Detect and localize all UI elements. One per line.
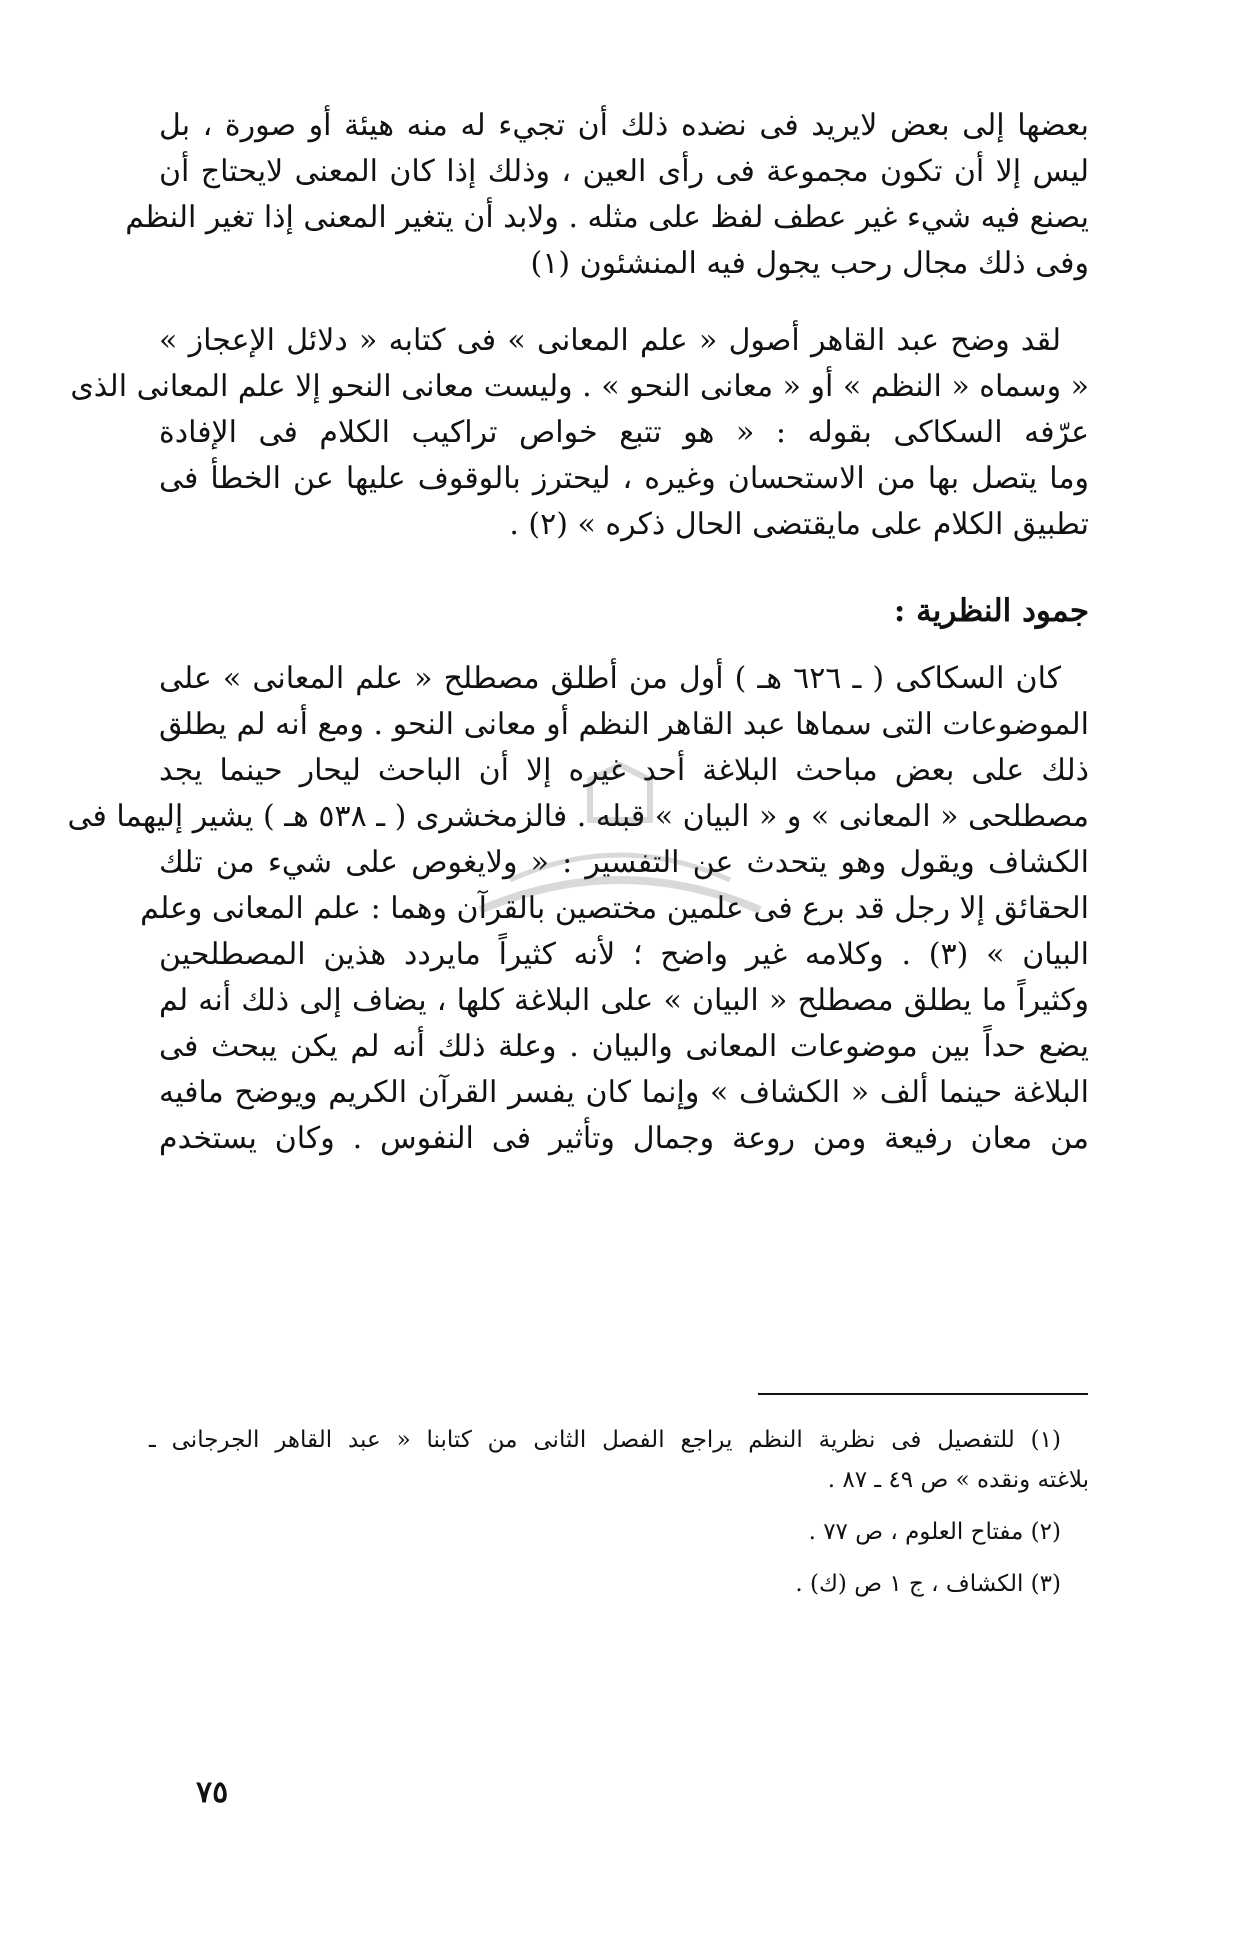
text-line: بعضها إلى بعض لايريد فى نضده ذلك أن تجيء له منه هيئة أو صورة ، بل — [159, 108, 1089, 143]
text-line: عرّفه السكاكى بقوله : « هو تتبع خواص تراكيب الكلام فى الإفادة — [159, 415, 1089, 450]
text-line: مصطلحى « المعانى » و « البيان » قبله . فالزمخشرى ( ـ ٥٣٨ هـ ) يشير إليهما فى — [67, 799, 1089, 834]
text-line: الكشاف ويقول وهو يتحدث عن التفسير : « ولايغوص على شيء من تلك — [159, 845, 1089, 880]
text-line: وفى ذلك مجال رحب يجول فيه المنشئون (١) — [530, 246, 1089, 281]
paragraph-2 — [70, 318, 1089, 548]
page-number: ٧٥ — [196, 1775, 229, 1810]
text-line: الحقائق إلا رجل قد برع فى علمين مختصين بالقرآن وهما : علم المعانى وعلم — [140, 891, 1089, 926]
text-line: الموضوعات التى سماها عبد القاهر النظم أو معانى النحو . ومع أنه لم يطلق — [159, 707, 1089, 742]
text-line: وكثيراً ما يطلق مصطلح « البيان » على البلاغة كلها ، يضاف إلى ذلك أنه لم — [159, 983, 1089, 1018]
text-line: البيان » (٣) . وكلامه غير واضح ؛ لأنه كثيراً مايردد هذين المصطلحين — [159, 937, 1089, 972]
footnote-3: (٣) الكشاف ، ج ١ ص (ك) . — [795, 1571, 1061, 1597]
footnote-1-line-1: (١) للتفصيل فى نظرية النظم يراجع الفصل الثانى من كتابنا « عبد القاهر الجرجانى ـ — [149, 1427, 1061, 1453]
text-line: من معان رفيعة ومن روعة وجمال وتأثير فى النفوس . وكان يستخدم — [159, 1121, 1089, 1156]
text-line: كان السكاكى ( ـ ٦٢٦ هـ ) أول من أطلق مصطلح « علم المعانى » على — [159, 661, 1061, 696]
paragraph-1 — [125, 103, 1089, 287]
section-heading — [159, 588, 1089, 634]
text-line: تطبيق الكلام على مايقتضى الحال ذكره » (٢) . — [509, 507, 1089, 542]
text-line: وما يتصل بها من الاستحسان وغيره ، ليحترز بالوقوف عليها عن الخطأ فى — [159, 461, 1089, 496]
text-line: ليس إلا أن تكون مجموعة فى رأى العين ، وذلك إذا كان المعنى لايحتاج أن — [159, 154, 1089, 189]
heading-text: جمود النظرية : — [893, 593, 1089, 629]
footnote-separator — [758, 1393, 1088, 1395]
text-line: لقد وضح عبد القاهر أصول « علم المعانى » فى كتابه « دلائل الإعجاز » — [159, 323, 1061, 358]
text-line: ذلك على بعض مباحث البلاغة أحد غيره إلا أن الباحث ليحار حينما يجد — [159, 753, 1089, 788]
footnote-2: (٢) مفتاح العلوم ، ص ٧٧ . — [808, 1519, 1061, 1545]
text-line: البلاغة حينما ألف « الكشاف » وإنما كان يفسر القرآن الكريم ويوضح مافيه — [159, 1075, 1089, 1110]
footnotes — [149, 1420, 1089, 1604]
text-line: يضع حداً بين موضوعات المعانى والبيان . وعلة ذلك أنه لم يكن يبحث فى — [159, 1029, 1089, 1064]
text-line: يصنع فيه شيء غير عطف لفظ على مثله . ولابد أن يتغير المعنى إذا تغير النظم — [125, 200, 1089, 235]
text-line: « وسماه « النظم » أو « معانى النحو » . وليست معانى النحو إلا علم المعانى الذى — [70, 369, 1089, 404]
library-stamp-icon — [420, 760, 820, 940]
footnote-1-line-2: بلاغته ونقده » ص ٤٩ ـ ٨٧ . — [827, 1467, 1089, 1493]
